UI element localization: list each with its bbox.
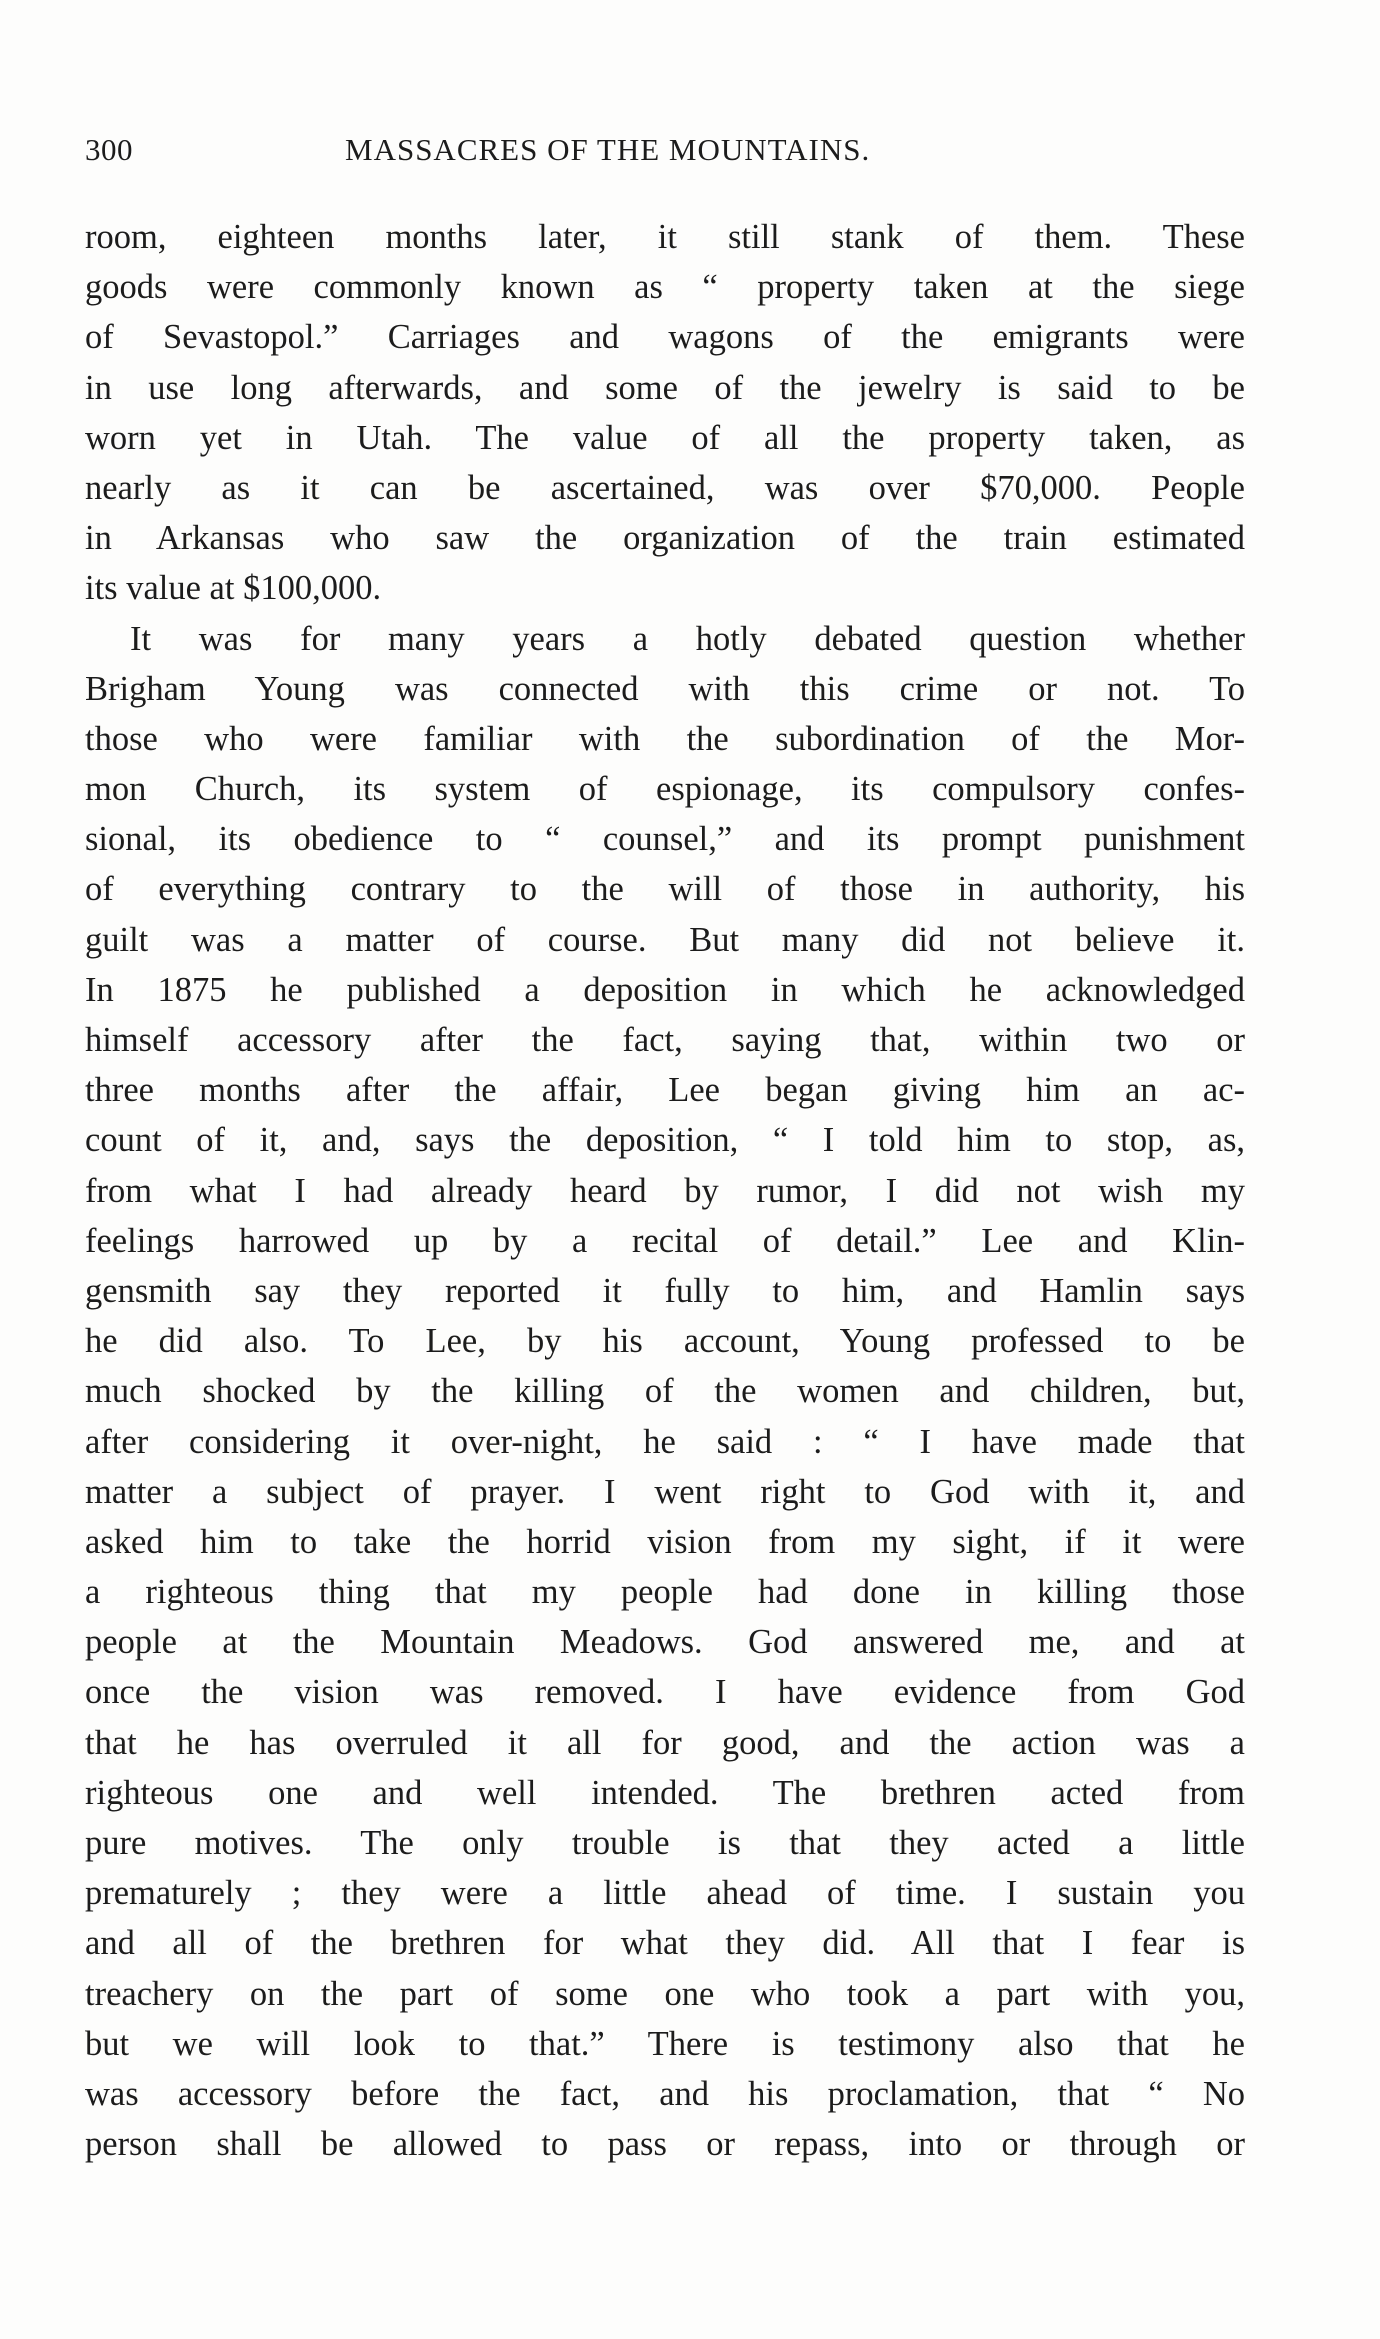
- text-line: matter a subject of prayer. I went right to God with it, and: [85, 1472, 1245, 1511]
- text-line: goods were commonly known as “ property taken at the siege: [85, 268, 1245, 307]
- text-line: three months after the affair, Lee began giving him an ac-: [85, 1071, 1245, 1110]
- text-line: nearly as it can be ascertained, was over $70,000. People: [85, 468, 1245, 507]
- text-line: gensmith say they reported it fully to him, and Hamlin says: [85, 1271, 1245, 1310]
- text-line: of everything contrary to the will of those in authority, his: [85, 870, 1245, 909]
- text-line: those who were familiar with the subordination of the Mor-: [85, 719, 1245, 758]
- text-line: prematurely ; they were a little ahead of time. I sustain you: [85, 1874, 1245, 1913]
- text-line: in use long afterwards, and some of the jewelry is said to be: [85, 368, 1245, 407]
- text-line: person shall be allowed to pass or repass, into or through or: [85, 2125, 1245, 2164]
- text-line: a righteous thing that my people had done in killing those: [85, 1573, 1245, 1612]
- paragraph-end-line: its value at $100,000.: [85, 569, 382, 608]
- text-line: that he has overruled it all for good, and the action was a: [85, 1723, 1245, 1762]
- running-head: [85, 132, 1245, 172]
- body-text: [85, 212, 1245, 2169]
- text-line: guilt was a matter of course. But many did not believe it.: [85, 920, 1245, 959]
- text-line: Brigham Young was connected with this crime or not. To: [85, 669, 1245, 708]
- text-line: but we will look to that.” There is testimony also that he: [85, 2024, 1245, 2063]
- text-line: count of it, and, says the deposition, “ I told him to stop, as,: [85, 1121, 1245, 1160]
- text-line: much shocked by the killing of the women and children, but,: [85, 1372, 1245, 1411]
- text-line: of Sevastopol.” Carriages and wagons of the emigrants were: [85, 318, 1245, 357]
- text-line: asked him to take the horrid vision from my sight, if it were: [85, 1522, 1245, 1561]
- text-line: from what I had already heard by rumor, I did not wish my: [85, 1171, 1245, 1210]
- text-line: pure motives. The only trouble is that they acted a little: [85, 1824, 1245, 1862]
- text-line: feelings harrowed up by a recital of detail.” Lee and Klin-: [85, 1221, 1245, 1260]
- text-line: In 1875 he published a deposition in which he acknowledged: [85, 970, 1245, 1009]
- text-line: in Arkansas who saw the organization of the train estimated: [85, 519, 1245, 558]
- text-line: righteous one and well intended. The brethren acted from: [85, 1773, 1245, 1812]
- text-line: room, eighteen months later, it still stank of them. These: [85, 218, 1245, 256]
- text-line: was accessory before the fact, and his proclamation, that “ No: [85, 2074, 1245, 2113]
- text-line: treachery on the part of some one who took a part with you,: [85, 1974, 1245, 2013]
- text-line: after considering it over-night, he said : “ I have made that: [85, 1422, 1245, 1461]
- text-line: worn yet in Utah. The value of all the property taken, as: [85, 418, 1245, 457]
- text-line: once the vision was removed. I have evidence from God: [85, 1673, 1245, 1712]
- page-number: 300: [85, 132, 133, 167]
- text-line: mon Church, its system of espionage, its compulsory confes-: [85, 770, 1245, 809]
- text-line: sional, its obedience to “ counsel,” and its prompt punishment: [85, 820, 1245, 859]
- paragraph-first-line: It was for many years a hotly debated question whether: [130, 619, 1245, 658]
- text-line: he did also. To Lee, by his account, Young professed to be: [85, 1322, 1245, 1361]
- text-line: and all of the brethren for what they did. All that I fear is: [85, 1924, 1245, 1963]
- running-title: MASSACRES OF THE MOUNTAINS.: [345, 132, 871, 167]
- text-line: himself accessory after the fact, saying that, within two or: [85, 1021, 1245, 1059]
- text-line: people at the Mountain Meadows. God answered me, and at: [85, 1623, 1245, 1662]
